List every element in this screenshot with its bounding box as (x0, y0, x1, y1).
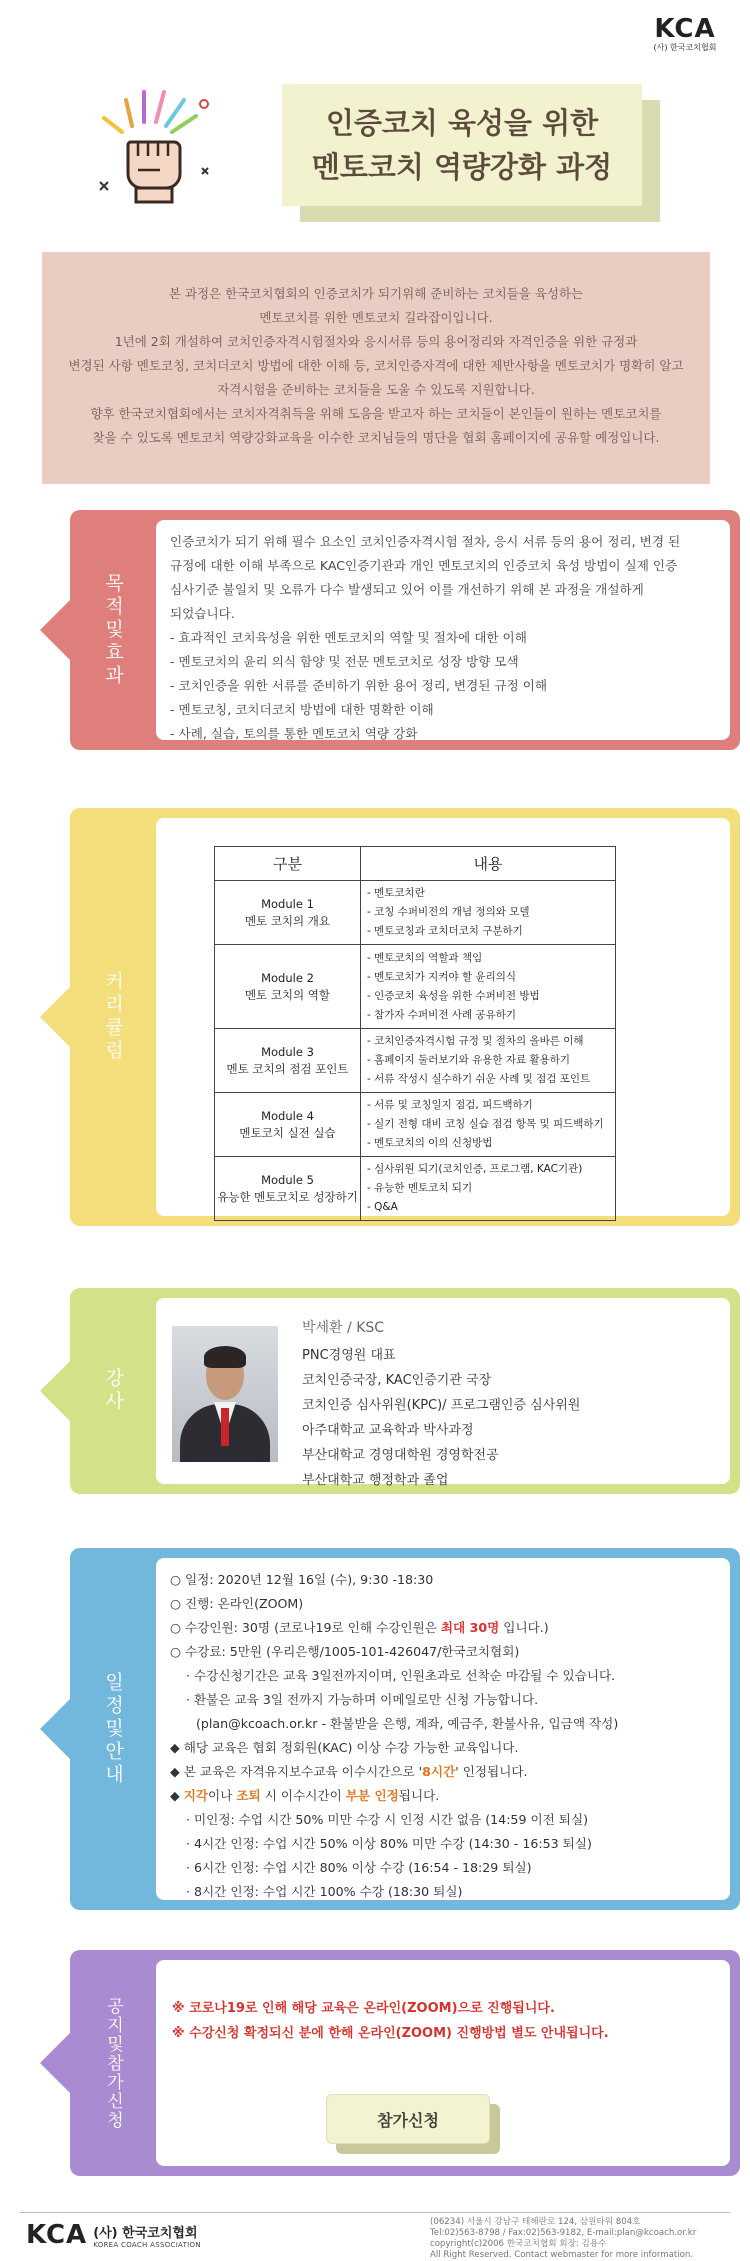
capacity-highlight: 최대 30명 (440, 1620, 500, 1635)
content-item: - 멘토코치란 (367, 887, 425, 899)
content-item: - 코치인증자격시험 규정 및 절차의 올바른 이해 (367, 1035, 584, 1047)
early-highlight: 조퇴 (236, 1788, 261, 1803)
table-header-row (215, 847, 616, 881)
section-notch (40, 1359, 72, 1423)
purpose-line: 되었습니다. (170, 606, 235, 621)
section-notch (40, 985, 72, 1049)
notice-section (70, 1950, 740, 2176)
table-row (215, 1029, 616, 1093)
curriculum-section (70, 808, 740, 1226)
purpose-line: 심사기준 불일치 및 오류가 다수 발생되고 있어 이를 개선하기 위해 본 과정을 개설하게 (170, 582, 644, 597)
purpose-line: - 멘토코치의 윤리 의식 함양 및 전문 멘토코치로 성장 방향 모색 (170, 654, 519, 669)
purpose-section (70, 510, 740, 750)
logo-text: KCA (654, 14, 716, 44)
section-notch (40, 1697, 72, 1761)
credit-highlight: 8시간 (422, 1764, 456, 1779)
logo-name-ko: (사) 한국코치협회 (93, 2225, 198, 2241)
section-side (70, 1288, 156, 1494)
intro-text: 향후 한국코치협회에서는 코치자격취득을 위해 도움을 받고자 하는 코치들이 본인들이 원하는 멘토코치를 (90, 406, 662, 421)
module-cell (215, 881, 361, 945)
schedule-content (156, 1558, 730, 1900)
footer-info (430, 2217, 696, 2261)
content-cell (361, 1029, 616, 1093)
content-cell (361, 881, 616, 945)
content-item: - 참가자 수퍼비전 사례 공유하기 (367, 1008, 516, 1021)
module-title: 멘토 코치의 점검 포인트 (226, 1061, 349, 1076)
module-number: Module 1 (261, 896, 314, 911)
credit-text: ◆ 본 교육은 자격유지보수교육 이수시간으로 ' (170, 1764, 423, 1779)
module-number: Module 3 (261, 1044, 314, 1059)
section-side (70, 1950, 156, 2176)
schedule-late (170, 1784, 716, 1808)
content-item: - 멘토코칭과 코치더코치 구분하기 (367, 925, 523, 937)
fee-note: (plan@kcoach.or.kr - 환불받을 은행, 계좌, 예금주, 환불사유, 입금액 작성) (196, 1716, 619, 1731)
module-number: Module 4 (261, 1108, 314, 1123)
lecturer-content (156, 1298, 730, 1488)
purpose-line: - 효과적인 코치육성을 위한 멘토코치의 역할 및 절차에 대한 이해 (170, 630, 527, 645)
module-cell (215, 1093, 361, 1157)
section-notch (40, 598, 72, 662)
content-cell (361, 1093, 616, 1157)
column-header: 구분 (215, 847, 361, 881)
notice-text (172, 1996, 609, 2046)
partial-highlight: 부분 인정 (345, 1788, 399, 1803)
purpose-line: - 사례, 실습, 토의를 통한 멘토코치 역량 강화 (170, 726, 418, 741)
content-item: - 심사위원 되기(코치인증, 프로그램, KAC기관) (367, 1163, 583, 1175)
intro-text: 본 과정은 한국코치협회의 인증코치가 되기위해 준비하는 코치들을 육성하는 (168, 286, 584, 301)
module-number: Module 2 (261, 970, 314, 985)
module-title: 멘토 코치의 역할 (244, 987, 331, 1002)
profile-line: 부산대학교 경영대학원 경영학전공 (302, 1448, 499, 1463)
apply-button[interactable]: 참가신청 (326, 2094, 490, 2144)
late-text: 시 이수시간이 (260, 1788, 346, 1803)
profile-line: 아주대학교 교육학과 박사과정 (302, 1423, 474, 1438)
profile-line: 코치인증국장, KAC인증기관 국장 (302, 1373, 492, 1388)
module-cell (215, 1029, 361, 1093)
late-text: ◆ (170, 1788, 184, 1803)
footer-rights: All Right Reserved. Contact webmaster for more information. (430, 2250, 694, 2260)
content-item: - 유능한 멘토코치 되기 (367, 1182, 473, 1194)
schedule-mode: ○ 진행: 온라인(ZOOM) (170, 1596, 304, 1611)
schedule-capacity (170, 1616, 716, 1640)
lecturer-name: 박세환 / KSC (302, 1320, 385, 1336)
footer-address: (06234) 서울시 강남구 테헤란로 124, 삼원타워 804호 (430, 2217, 641, 2227)
title-box (282, 84, 642, 206)
section-side (70, 808, 156, 1226)
credit-rule: · 4시간 인정: 수업 시간 50% 이상 80% 미만 수강 (14:30 - 16:53 퇴실) (186, 1836, 592, 1851)
notice-line: ※ 코로나19로 인해 해당 교육은 온라인(ZOOM)으로 진행됩니다. (172, 2001, 555, 2016)
schedule-kac: ◆ 해당 교육은 협회 정회원(KAC) 이상 수강 가능한 교육입니다. (170, 1740, 519, 1755)
curriculum-table (214, 846, 616, 1221)
late-text: 됩니다. (398, 1788, 440, 1803)
notice-line: ※ 수강신청 확정되신 분에 한해 온라인(ZOOM) 진행방법 별도 안내됩니다. (172, 2026, 609, 2041)
profile-line: 코치인증 심사위원(KPC)/ 프로그램인증 심사위원 (302, 1398, 581, 1413)
credit-rule: · 미인정: 수업 시간 50% 미만 수강 시 인정 시간 없음 (14:59 이전 퇴실) (186, 1812, 589, 1827)
footer-divider (20, 2212, 730, 2213)
module-title: 멘토코치 실전 실습 (239, 1125, 336, 1140)
schedule-fee: ○ 수강료: 5만원 (우리은행/1005-101-426047/한국코치협회) (170, 1644, 520, 1659)
module-title: 유능한 멘토코치로 성장하기 (217, 1189, 358, 1204)
section-notch (40, 2031, 72, 2095)
section-label: 커리큘럼 (102, 971, 124, 1063)
table-row (215, 1093, 616, 1157)
content-item: - 인증코치 육성을 위한 수퍼비전 방법 (367, 989, 540, 1002)
curriculum-content (156, 818, 730, 1216)
credit-rule: · 8시간 인정: 수업 시간 100% 수강 (18:30 퇴실) (186, 1884, 463, 1899)
footer-contact: Tel:02)563-8798 / Fax:02)563-9182, E-mail:plan@kcoach.or.kr (430, 2228, 697, 2238)
section-side (70, 1548, 156, 1910)
module-number: Module 5 (261, 1172, 314, 1187)
purpose-line: - 멘토코칭, 코치더코치 방법에 대한 명확한 이해 (170, 702, 434, 717)
section-label: 목적및효과 (102, 572, 124, 688)
intro-text: 찾을 수 있도록 멘토코치 역량강화교육을 이수한 코치님들의 명단을 협회 홈페이지에 공유할 예정입니다. (92, 430, 660, 445)
content-item: - 홈페이지 둘러보기와 유용한 자료 활용하기 (367, 1054, 571, 1066)
schedule-section (70, 1548, 740, 1910)
logo-text: KCA (26, 2220, 88, 2250)
lecturer-photo (172, 1326, 278, 1462)
kca-logo-bottom[interactable] (26, 2220, 201, 2250)
logo-subtitle: (사) 한국코치협회 (653, 43, 717, 52)
late-text: 이나 (208, 1788, 237, 1803)
section-label: 강사 (102, 1368, 124, 1414)
raised-fist-icon (92, 86, 222, 206)
notice-content (156, 1960, 730, 2166)
content-item: - 서류 작성시 실수하기 쉬운 사례 및 점검 포인트 (367, 1073, 591, 1085)
credit-rule: · 6시간 인정: 수업 시간 80% 이상 수강 (16:54 - 18:29 퇴실) (186, 1860, 532, 1875)
page-title-line2: 멘토코치 역량강화 과정 (311, 150, 613, 184)
purpose-line: 규정에 대한 이해 부족으로 KAC인증기관과 개인 멘토코치의 인증코치 육성 방법이 실제 인증 (170, 558, 678, 573)
profile-line: 부산대학교 행정학과 졸업 (302, 1473, 449, 1488)
content-cell (361, 945, 616, 1029)
module-cell (215, 1157, 361, 1221)
module-title: 멘토 코치의 개요 (244, 913, 331, 928)
content-item: - 코칭 수퍼비전의 개념 정의와 모델 (367, 906, 530, 918)
lecturer-section (70, 1288, 740, 1494)
kca-logo-top[interactable] (650, 14, 720, 53)
schedule-credit (170, 1760, 716, 1784)
content-item: - Q&A (367, 1201, 398, 1213)
fee-note: · 수강신청기간은 교육 3일전까지이며, 인원초과로 선착순 마감될 수 있습니다. (186, 1668, 616, 1683)
logo-name-en: KOREA COACH ASSOCIATION (93, 2240, 201, 2249)
content-item: - 멘토코치의 이의 신청방법 (367, 1137, 493, 1149)
intro-text: 1년에 2회 개설하여 코치인증자격시험절차와 응시서류 등의 용어정리와 자격인증을 위한 규정과 (114, 334, 638, 349)
table-row (215, 945, 616, 1029)
content-item: - 서류 및 코칭일지 점검, 피드백하기 (367, 1099, 533, 1111)
logo-name (93, 2222, 201, 2249)
lecturer-profile (302, 1316, 580, 1493)
purpose-line: - 코치인증을 위한 서류를 준비하기 위한 용어 정리, 변경된 규정 이해 (170, 678, 548, 693)
credit-text: ' 인정됩니다. (455, 1764, 528, 1779)
intro-text: 멘토코치를 위한 멘토코치 길라잡이입니다. (259, 310, 493, 325)
capacity-text: ○ 수강인원: 30명 (코로나19로 인해 수강인원은 (170, 1620, 441, 1635)
capacity-text: 입니다.) (499, 1620, 549, 1635)
intro-text: 자격시험을 준비하는 코치들을 도울 수 있도록 지원합니다. (217, 382, 535, 397)
section-side (70, 510, 156, 750)
intro-text: 변경된 사항 멘토코칭, 코치더코치 방법에 대한 이해 등, 코치인증자격에 대한 제반사항을 멘토코치가 명확히 알고 (68, 358, 684, 373)
profile-line: PNC경영원 대표 (302, 1348, 396, 1363)
purpose-content (156, 520, 730, 740)
column-header: 내용 (361, 847, 616, 881)
late-highlight: 지각 (183, 1788, 209, 1803)
purpose-line: 인증코치가 되기 위해 필수 요소인 코치인증자격시험 절차, 응시 서류 등의 용어 정리, 변경 된 (170, 534, 681, 549)
page-title-line1: 인증코치 육성을 위한 (325, 106, 599, 140)
fee-note: · 환불은 교육 3일 전까지 가능하며 이메일로만 신청 가능합니다. (186, 1692, 539, 1707)
intro-box (42, 252, 710, 484)
footer-copyright: copyright(c)2006 한국코치협회 회장: 김용수 (430, 2239, 607, 2249)
content-item: - 실기 전형 대비 코칭 실습 점검 항목 및 피드백하기 (367, 1118, 604, 1130)
module-cell (215, 945, 361, 1029)
section-label: 공지및참가신청 (103, 1996, 123, 2130)
table-row (215, 881, 616, 945)
content-cell (361, 1157, 616, 1221)
table-row (215, 1157, 616, 1221)
content-item: - 멘토코치가 지켜야 할 윤리의식 (367, 970, 516, 983)
section-label: 일정및안내 (102, 1671, 124, 1787)
schedule-date: ○ 일정: 2020년 12월 16일 (수), 9:30 -18:30 (170, 1572, 434, 1587)
content-item: - 멘토코치의 역할과 책임 (367, 951, 483, 964)
